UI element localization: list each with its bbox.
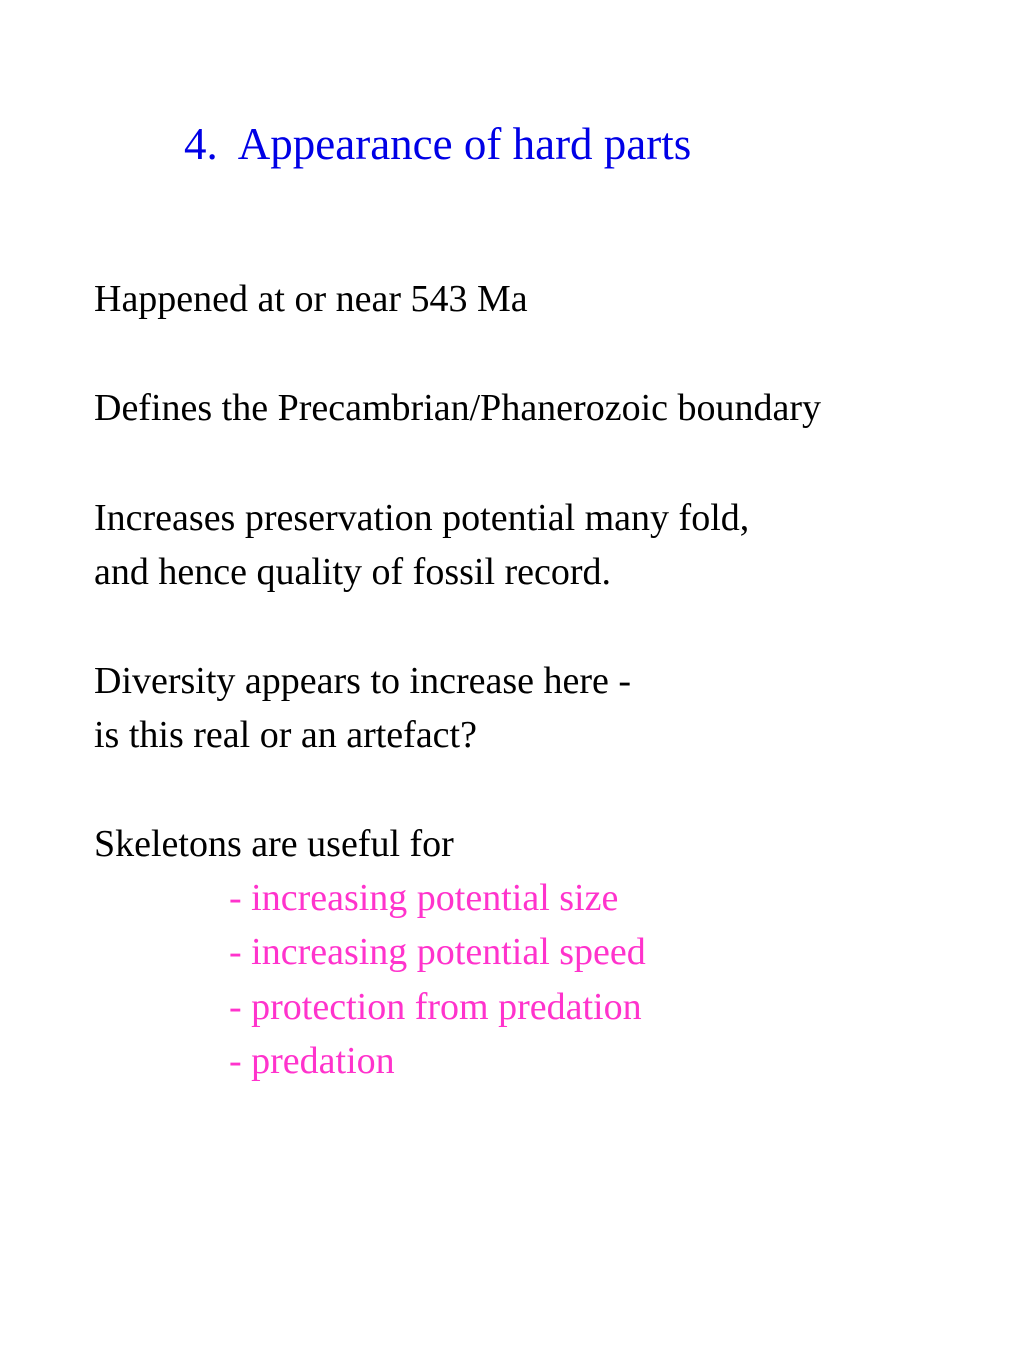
paragraph-increases-line-1: Increases preservation potential many fold, xyxy=(94,497,750,539)
bullet-item: - protection from predation xyxy=(229,986,642,1028)
bullet-item: - predation xyxy=(229,1040,395,1082)
paragraph-diversity-line-1: Diversity appears to increase here - xyxy=(94,660,632,702)
bullet-item: - increasing potential size xyxy=(229,877,619,919)
paragraph-diversity-line-2: is this real or an artefact? xyxy=(94,714,477,756)
paragraph-skeletons: Skeletons are useful for xyxy=(94,823,454,865)
paragraph-increases-line-2: and hence quality of fossil record. xyxy=(94,551,612,593)
slide-title: 4. Appearance of hard parts xyxy=(184,119,692,169)
bullet-item: - increasing potential speed xyxy=(229,931,646,973)
paragraph-defines: Defines the Precambrian/Phanerozoic boundary xyxy=(94,387,822,429)
paragraph-happened: Happened at or near 543 Ma xyxy=(94,278,528,320)
